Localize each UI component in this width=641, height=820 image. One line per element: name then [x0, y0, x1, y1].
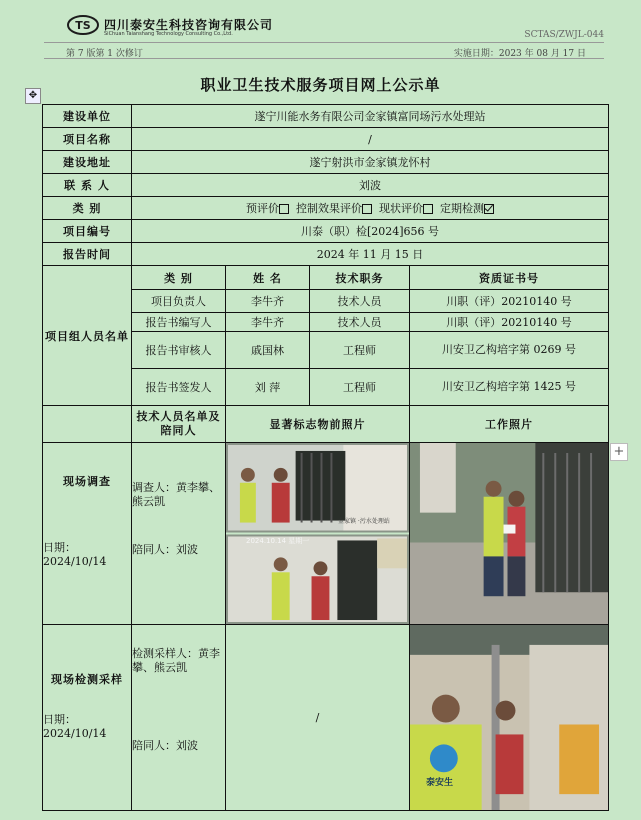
add-row-button[interactable]: +	[610, 443, 628, 461]
header-work-photo: 工作照片	[410, 406, 609, 443]
value-report-date: 2024 年 11 月 15 日	[132, 243, 609, 266]
staff-col-role: 类 别	[132, 266, 226, 290]
value-project-name: /	[132, 128, 609, 151]
sampling-companion: 陪同人：刘波	[132, 739, 198, 753]
row-code	[43, 220, 609, 243]
label-project-name: 项目名称	[43, 128, 132, 151]
photo-plate: 金家镇 ·污水处理站	[338, 518, 390, 525]
staff-role: 报告书签发人	[132, 369, 226, 406]
version-text: 第 7 版第 1 次修订	[66, 49, 143, 59]
staff-role: 报告书审核人	[132, 332, 226, 369]
value-address: 遂宁射洪市金家镇龙怀村	[132, 151, 609, 174]
landmark-photo-image	[226, 443, 409, 624]
company-logo	[66, 14, 100, 36]
svg-text:TS: TS	[75, 19, 91, 32]
survey-date: 日期：2024/10/14	[43, 541, 107, 568]
option-status-evaluation[interactable]: 现状评价	[379, 202, 433, 215]
label-address: 建设地址	[43, 151, 132, 174]
option-control-effect[interactable]: 控制效果评价	[296, 202, 372, 215]
page-title: 职业卫生技术服务项目网上公示单	[200, 76, 441, 94]
value-contact: 刘波	[132, 174, 609, 197]
row-address	[43, 151, 609, 174]
survey-label-cell	[43, 443, 132, 625]
sampling-samplers: 检测采样人：黄李攀、熊云凯	[132, 647, 220, 675]
checkbox-periodic-detection[interactable]	[484, 204, 494, 214]
photo-timestamp: 2024.10.14 星期一	[246, 537, 310, 545]
sampling-people-cell	[132, 625, 226, 811]
company-name-cn: 四川泰安生科技咨询有限公司	[104, 18, 274, 32]
staff-cert: 川职（评）20210140 号	[410, 290, 609, 313]
sampling-label-cell	[43, 625, 132, 811]
table-move-handle[interactable]: ✥	[25, 88, 41, 104]
value-project-code: 川泰（职）检[2024]656 号	[132, 220, 609, 243]
label-type: 类 别	[43, 197, 132, 220]
checkbox-pre-evaluation[interactable]	[279, 204, 289, 214]
survey-landmark-photos	[226, 443, 410, 625]
survey-label: 现场调查	[63, 475, 111, 488]
option-periodic-detection[interactable]: 定期检测	[440, 202, 494, 215]
option-pre-evaluation[interactable]: 预评价	[246, 202, 289, 215]
company-name-en: SiChuan Taianshang Technology Consulting Co.,Ltd.	[104, 31, 233, 37]
effective-date: 实施日期：2023 年 08 月 17 日	[453, 49, 586, 59]
publicity-table	[42, 104, 609, 811]
photo-header-blank	[43, 406, 132, 443]
staff-header-row	[43, 266, 609, 290]
survey-row	[43, 443, 609, 625]
label-project-code: 项目编号	[43, 220, 132, 243]
document-code: SCTAS/ZWJL-044	[524, 30, 604, 40]
staff-role: 项目负责人	[132, 290, 226, 313]
type-options	[132, 197, 609, 220]
row-unit	[43, 105, 609, 128]
row-type	[43, 197, 609, 220]
staff-col-title: 技术职务	[310, 266, 410, 290]
row-report-date	[43, 243, 609, 266]
staff-name: 戚国林	[226, 332, 310, 369]
row-contact	[43, 174, 609, 197]
staff-cert: 川安卫乙构培字第 1425 号	[410, 369, 609, 406]
staff-name: 刘 萍	[226, 369, 310, 406]
staff-name: 李牛齐	[226, 290, 310, 313]
staff-col-cert: 资质证书号	[410, 266, 609, 290]
staff-title: 工程师	[310, 332, 410, 369]
row-name	[43, 128, 609, 151]
staff-title: 技术人员	[310, 313, 410, 332]
label-report-date: 报告时间	[43, 243, 132, 266]
checkbox-status-evaluation[interactable]	[423, 204, 433, 214]
survey-companion: 陪同人：刘波	[132, 543, 198, 556]
sampling-label: 现场检测采样	[51, 673, 123, 687]
header-divider	[44, 42, 604, 43]
sampling-work-photo	[410, 625, 609, 811]
sampling-landmark-placeholder: /	[226, 625, 410, 811]
label-unit: 建设单位	[43, 105, 132, 128]
work-photo-image	[410, 443, 608, 624]
label-staff-group: 项目组人员名单	[43, 266, 132, 406]
staff-cert: 川职（评）20210140 号	[410, 313, 609, 332]
survey-people-cell	[132, 443, 226, 625]
vest-badge-text: 泰安生	[426, 778, 454, 789]
staff-col-name: 姓 名	[226, 266, 310, 290]
photo-header-row	[43, 406, 609, 443]
label-contact: 联 系 人	[43, 174, 132, 197]
sampling-row	[43, 625, 609, 811]
staff-cert: 川安卫乙构培字第 0269 号	[410, 332, 609, 369]
survey-investigators: 调查人：黄李攀、熊云凯	[132, 481, 220, 508]
staff-title: 工程师	[310, 369, 410, 406]
header-landmark-photo: 显著标志物前照片	[226, 406, 410, 443]
header-divider-bottom	[44, 58, 604, 59]
staff-name: 李牛齐	[226, 313, 310, 332]
sampling-date: 日期：2024/10/14	[43, 713, 107, 741]
header-tech-staff: 技术人员名单及陪同人	[132, 406, 226, 443]
survey-work-photo	[410, 443, 609, 625]
staff-title: 技术人员	[310, 290, 410, 313]
value-unit: 遂宁川能水务有限公司金家镇富同场污水处理站	[132, 105, 609, 128]
staff-role: 报告书编写人	[132, 313, 226, 332]
checkbox-control-effect[interactable]	[362, 204, 372, 214]
